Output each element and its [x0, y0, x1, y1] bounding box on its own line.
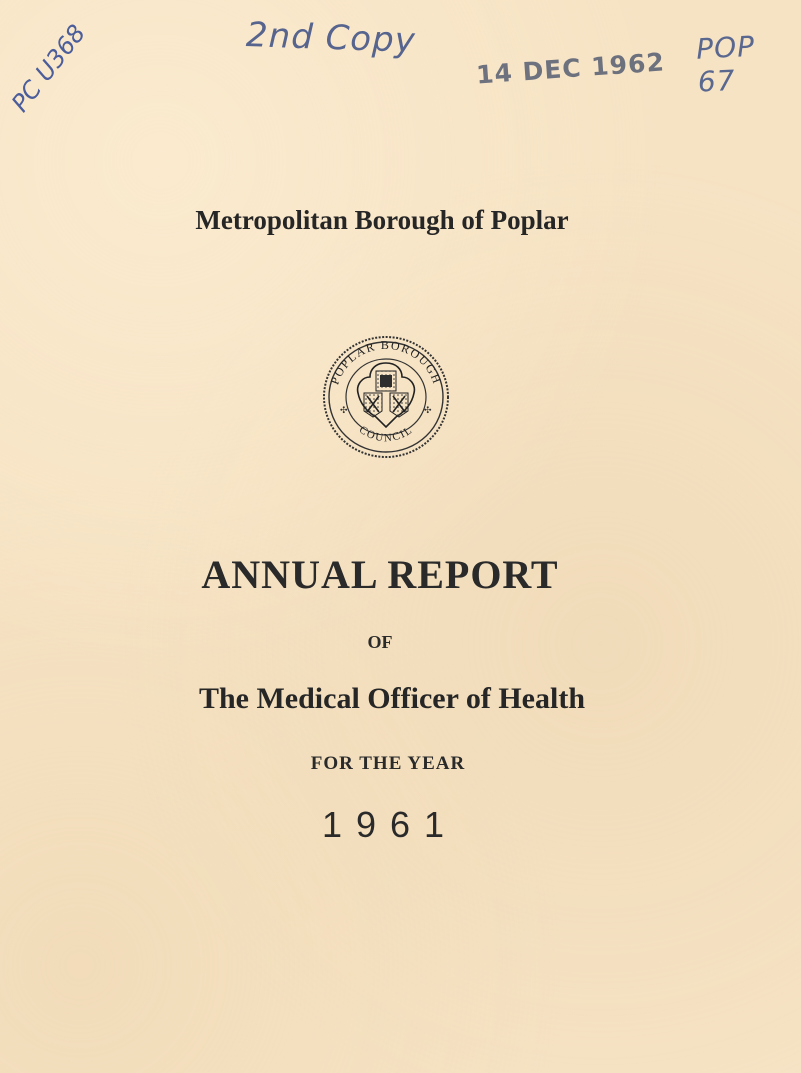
handwritten-code: POP 67	[695, 29, 756, 99]
report-of: OF	[367, 632, 393, 652]
svg-text:COUNCIL: COUNCIL	[356, 423, 416, 445]
report-year: 1961	[321, 804, 459, 845]
date-stamp: 14 DEC 1962	[475, 47, 666, 90]
svg-text:✣: ✣	[340, 405, 348, 415]
borough-seal-icon	[320, 333, 452, 461]
svg-text:POPLAR BOROUGH: POPLAR BOROUGH	[327, 337, 445, 387]
report-for-the-year: FOR THE YEAR	[310, 753, 466, 774]
svg-text:✣: ✣	[424, 405, 432, 415]
report-subject: The Medical Officer of Health	[198, 682, 585, 715]
report-title: ANNUAL REPORT	[201, 552, 559, 597]
handwritten-copy-note: 2nd Copy	[245, 15, 417, 61]
borough-heading: Metropolitan Borough of Poplar	[195, 205, 569, 235]
handwritten-reference: PC U368	[6, 19, 92, 118]
